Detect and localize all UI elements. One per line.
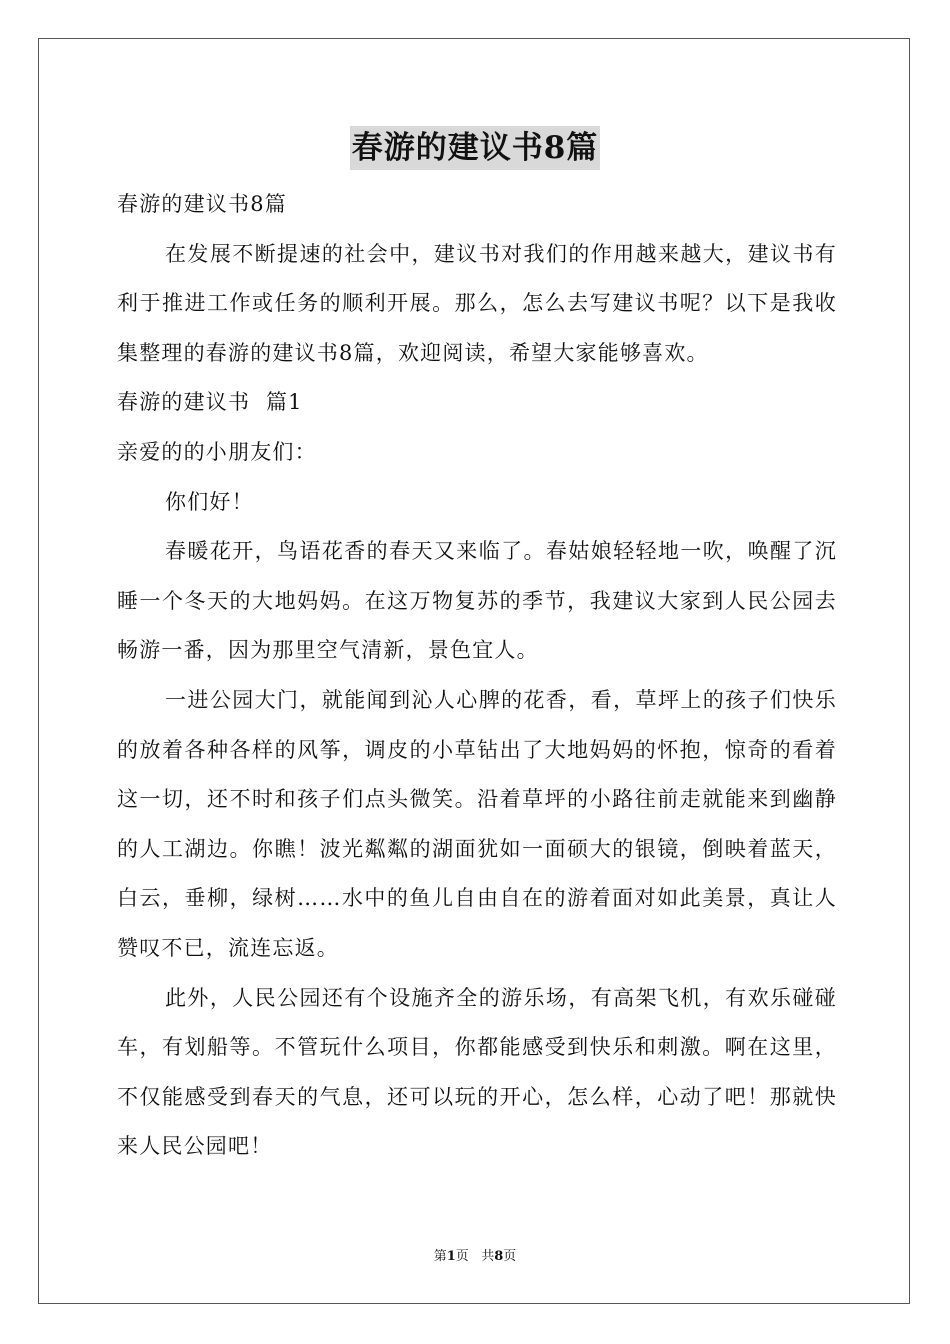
total-pages: 8 bbox=[494, 1249, 504, 1264]
body-paragraph: 一进公园大门，就能闻到沁人心脾的花香，看，草坪上的孩子们快乐的放着各种各样的风筝，调皮的小草钻出了大地妈妈的怀抱，惊奇的看着这一切，还不时和孩子们点头微笑。沿着草坪的小路往前走就能来到幽静的人工湖边。你瞧！波光粼粼的湖面犹如一面硕大的银镜，倒映着蓝天，白云，垂柳，绿树……水中的鱼儿自由自在的游着面对如此美景，真让人赞叹不已，流连忘返。 bbox=[117, 687, 837, 960]
document-title: 春游的建议书8篇 bbox=[350, 126, 601, 170]
document-subtitle: 春游的建议书8篇 bbox=[117, 192, 287, 216]
page-footer bbox=[0, 1248, 950, 1266]
document-body bbox=[117, 180, 837, 1172]
page-number: 1 bbox=[446, 1249, 456, 1264]
total-prefix: 共 bbox=[481, 1249, 495, 1264]
page-suffix: 页 bbox=[455, 1249, 469, 1264]
title-container bbox=[0, 126, 950, 170]
body-paragraph: 春暖花开，鸟语花香的春天又来临了。春姑娘轻轻地一吹，唤醒了沉睡一个冬天的大地妈妈。在这万物复苏的季节，我建议大家到人民公园去畅游一番，因为那里空气清新，景色宜人。 bbox=[117, 539, 837, 663]
body-paragraph: 此外，人民公园还有个设施齐全的游乐场，有高架飞机，有欢乐碰碰车，有划船等。不管玩什么项目，你都能感受到快乐和刺激。啊在这里，不仅能感受到春天的气息，还可以玩的开心，怎么样，心动了吧！那就快来人民公园吧！ bbox=[117, 985, 837, 1159]
greeting: 你们好！ bbox=[165, 489, 254, 514]
intro-paragraph: 在发展不断提速的社会中，建议书对我们的作用越来越大，建议书有利于推进工作或任务的顺利开展。那么，怎么去写建议书呢？以下是我收集整理的春游的建议书8篇，欢迎阅读，希望大家能够喜欢。 bbox=[117, 241, 837, 365]
page-prefix: 第 bbox=[433, 1249, 447, 1264]
section-heading: 春游的建议书 篇1 bbox=[117, 390, 303, 415]
salutation: 亲爱的的小朋友们： bbox=[117, 439, 317, 464]
total-suffix: 页 bbox=[503, 1249, 517, 1264]
